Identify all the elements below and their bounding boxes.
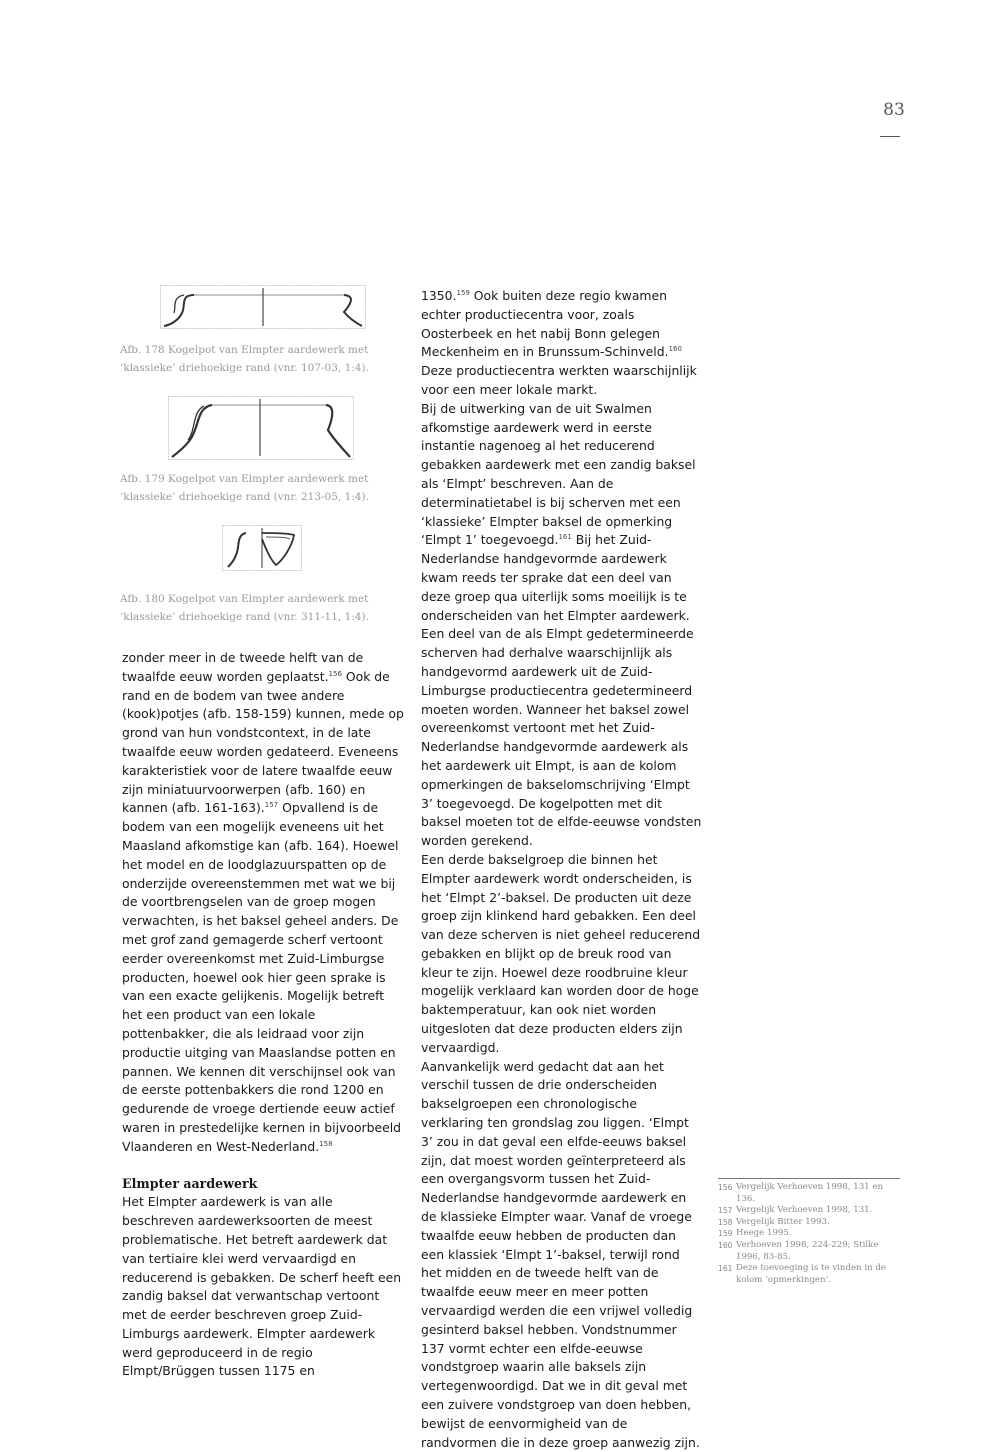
- section-heading: Elmpter aardewerk: [122, 1175, 258, 1191]
- footnotes-rule: [718, 1178, 900, 1179]
- right-paragraph-4: Aanvankelijk werd gedacht dat aan het verschil tussen de drie onderscheiden bakselgroepen een chronologische verklaring ten grondslag zou liggen. ‘Elmpt 3’ zou in dat geval een elfde-eeuws baksel zijn, dat moest worden geïnterpreteerd als een overgangsvorm tussen het Zuid-Nederlandse handgevormde aardewerk en de klassieke Elmpter waar. Vanaf de vroege twaalfde eeuw hebben de producten dan een klassiek ‘Elmpt 1’-baksel, terwijl rond het midden en de tweede helft van de twaalfde eeuw meer en meer potten vervaardigd werden die een vrijwel volledig gesinterd baksel hebben. Vondstnummer 137 vormt echter een elfde-eeuwse vondstgroep waarin alle baksels zijn vertegenwoordigd. Dat we in dit geval met een zuivere vondstgroep van doen hebben, bewijst de eenvormigheid van de randvormen die in deze groep aanwezig zijn.: [421, 1058, 700, 1450]
- figure-180-caption: Afb. 180 Kogelpot van Elmpter aardewerk met ‘klassieke’ driehoekige rand (vnr. 311-11, 1:4).: [120, 593, 369, 623]
- footnote-ref-160[interactable]: 160: [668, 345, 682, 354]
- footnote-156: 156 Vergelijk Verhoeven 1998, 131 en 136.: [718, 1182, 883, 1204]
- left-paragraph-1: zonder meer in de tweede helft van de twaalfde eeuw worden geplaatst.$^{156}$ Ook de rand en de bodem van twee andere (kook)potjes (afb. 158-159) kunnen, mede op grond van hun vondstcontext, in de late twaalfde eeuw worden gedateerd. Eveneens karakteristiek voor de latere twaalfde eeuw zijn miniatuurvoorwerpen (afb. 160) en kannen (afb. 161-163).$^{157}$ Opvallend is de bodem van een mogelijk eveneens uit het Maasland afkomstige kan (afb. 164). Hoewel het model en de loodglazuurspatten op de onderzijde overeenstemmen met wat we bij de voortbrengselen van de groep mogen verwachten, is het baksel geheel anders. De met grof zand gemagerde scherf vertoont eerder overeenkomst met Zuid-Limburgse producten, hoewel ook hier geen sprake is van een exacte gelijkenis. Mogelijk betreft het een product van een lokale pottenbakker, die als leidraad voor zijn productie uitging van Maaslandse potten en pannen. We kennen dit verschijnsel ook van de eerste pottenbakkers die rond 1200 en gedurende de vroege dertiende eeuw actief waren in prestedelijke kernen in bijvoorbeeld Vlaanderen en West-Nederland.$^{158}$: [122, 650, 404, 1154]
- footnote-158: 158 Vergelijk Bitter 1993.: [718, 1216, 830, 1227]
- right-text-column: [421, 287, 703, 1452]
- paragraph-gap: [122, 1157, 404, 1175]
- figure-179-caption: Afb. 179 Kogelpot van Elmpter aardewerk met ‘klassieke’ driehoekige rand (vnr. 213-05, 1:4).: [120, 473, 369, 503]
- page-number-rule: [880, 136, 900, 137]
- page-number: 83: [883, 100, 905, 120]
- footnote-160: 160 Verhoeven 1998, 224-229; Stilke 1996, 83-85.: [718, 1239, 879, 1262]
- left-paragraph-2: Het Elmpter aardewerk is van alle beschreven aardewerksoorten de meest problematische. Het betreft aardewerk dat van tertiaire klei werd vervaardigd en reducerend is gebakken. De scherf heeft een zandig baksel dat verwantschap vertoont met de eerder beschreven groep Zuid-Limburgs aardewerk. Elmpter aardewerk werd geproduceerd in de regio Elmpt/Brüggen tussen 1175 en: [122, 1194, 402, 1379]
- footnote-159: 159 Heege 1995.: [718, 1228, 792, 1239]
- footnotes-list: [718, 1182, 898, 1286]
- figure-178-caption: Afb. 178 Kogelpot van Elmpter aardewerk met ‘klassieke’ driehoekige rand (vnr. 107-03, 1:4).: [120, 344, 369, 374]
- left-text-column: [122, 649, 404, 1381]
- right-paragraph-3: Een derde bakselgroep die binnen het Elmpter aardewerk wordt onderscheiden, is het ‘Elmpt 2’-baksel. De producten uit deze groep zijn klinkend hard gebakken. Een deel van deze scherven is niet geheel reducerend gebakken en blijkt op de breuk rood van kleur te zijn. Hoewel deze roodbruine kleur mogelijk verklaard kan worden door de hoge baktemperatuur, kan ook niet worden uitgesloten dat deze producten elders zijn vervaardigd.: [421, 851, 701, 1055]
- footnote-ref-156[interactable]: 156: [328, 669, 342, 678]
- footnote-ref-159[interactable]: 159: [456, 289, 470, 297]
- footnote-157: 157 Vergelijk Verhoeven 1998, 131.: [718, 1205, 873, 1216]
- footnote-ref-158[interactable]: 158: [319, 1139, 333, 1148]
- footnote-161: 161 Deze toevoeging is te vinden in de kolom ‘opmerkingen’.: [718, 1263, 886, 1285]
- footnote-ref-157[interactable]: 157: [264, 801, 279, 810]
- figure-178-drawing: [160, 285, 366, 329]
- figure-179-drawing: [168, 396, 354, 460]
- right-paragraph-2: Bij de uitwerking van de uit Swalmen afkomstige aardewerk werd in eerste instantie nagenoeg al het reducerend gebakken aardewerk met een zandig baksel als ‘Elmpt’ beschreven. Aan de determinatietabel is bij scherven met een ‘klassieke’ Elmpter baksel de opmerking ‘Elmpt 1’ toegevoegd.$^{161}$ Bij het Zuid-Nederlandse handgevormde aardewerk kwam reeds ter sprake dat een deel van deze groep qua uiterlijk soms moeilijk is te onderscheiden van het Elmpter aardewerk. Een deel van de als Elmpt gedetermineerde scherven had derhalve waarschijnlijk als handgevormd aardewerk uit de Zuid-Limburgse productiecentra gedetermineerd moeten worden. Wanneer het baksel zowel overeenkomst vertoont met het Zuid-Nederlandse handgevormde aardewerk als het aardewerk uit Elmpt, is aan de kolom opmerkingen de bakselomschrijving ‘Elmpt 3’ toegevoegd. De kogelpotten met dit baksel moeten tot de elfde-eeuwse vondsten worden gerekend.: [421, 400, 702, 849]
- figure-180-drawing: [222, 525, 302, 571]
- right-paragraph-1: 1350.$^{159}$ Ook buiten deze regio kwamen echter productiecentra voor, zoals Oosterbeek en het nabij Bonn gelegen Meckenheim en in Brunssum-Schinveld.$^{160}$ Deze productiecentra werkten waarschijnlijk voor een meer lokale markt.: [421, 288, 697, 397]
- footnote-ref-161[interactable]: 161: [558, 533, 572, 542]
